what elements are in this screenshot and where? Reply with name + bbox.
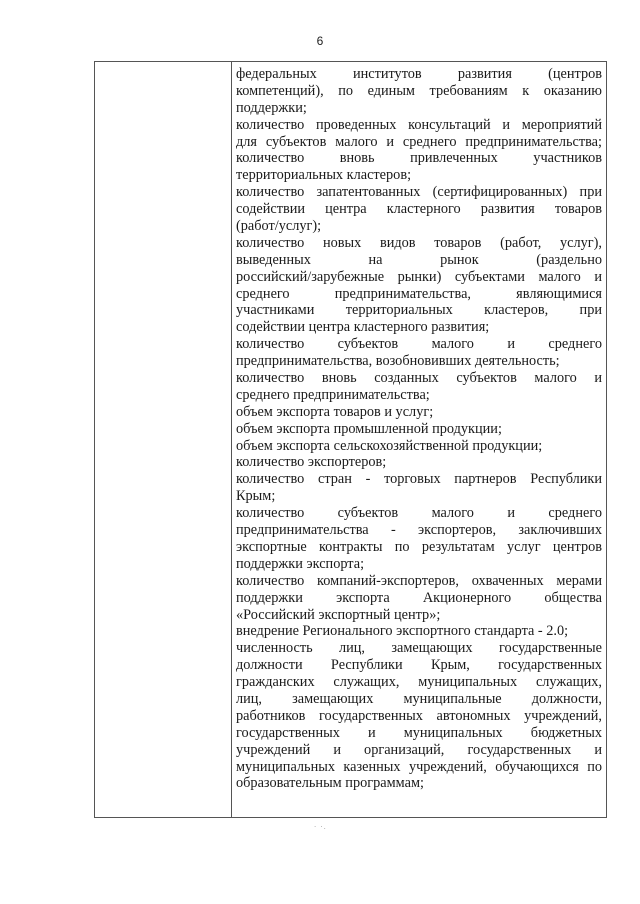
page-number: 6 <box>316 34 324 48</box>
text-line: количество вновь созданных субъектов малого и <box>236 370 602 387</box>
text-line: должности Республики Крым, государственных <box>236 657 602 674</box>
text-line: предпринимательства - экспортеров, заключивших <box>236 522 602 539</box>
text-line: количество субъектов малого и среднего <box>236 336 602 353</box>
text-line: гражданских служащих, муниципальных служащих, <box>236 674 602 691</box>
text-line: образовательным программам; <box>236 775 424 792</box>
text-line: количество экспортеров; <box>236 454 387 471</box>
text-line: поддержки экспорта; <box>236 555 365 572</box>
text-line: объем экспорта товаров и услуг; <box>236 403 434 420</box>
text-line: среднего предпринимательства; <box>236 386 430 403</box>
column-divider <box>231 62 232 817</box>
text-line: количество субъектов малого и среднего <box>236 505 602 522</box>
table-right-cell <box>236 66 602 792</box>
text-line: количество запатентованных (сертифицированных) при <box>236 184 602 201</box>
text-line: количество компаний-экспортеров, охваченных мерами <box>236 572 602 589</box>
text-line: компетенций), по единым требованиям к оказанию <box>236 82 602 99</box>
text-line: «Российский экспортный центр»; <box>236 606 441 623</box>
text-line: предпринимательства, возобновивших деятельность; <box>236 353 560 370</box>
text-line: российский/зарубежные рынки) субъектами малого и <box>236 268 602 285</box>
text-line: поддержки экспорта Акционерного общества <box>236 589 602 606</box>
text-line: содействии центра кластерного развития товаров <box>236 201 602 218</box>
text-line: количество проведенных консультаций и мероприятий <box>236 116 602 133</box>
text-line: содействии центра кластерного развития; <box>236 319 490 336</box>
text-line: поддержки; <box>236 99 307 116</box>
text-line: для субъектов малого и среднего предпринимательства; <box>236 133 602 150</box>
text-line: (работ/услуг); <box>236 218 322 235</box>
text-line: внедрение Регионального экспортного стандарта - 2.0; <box>236 623 569 640</box>
text-line: участниками территориальных кластеров, при <box>236 302 602 319</box>
text-line: территориальных кластеров; <box>236 167 412 184</box>
text-line: работников государственных автономных учреждений, <box>236 707 602 724</box>
text-line: муниципальных казенных учреждений, обучающихся по <box>236 758 602 775</box>
text-line: количество стран - торговых партнеров Республики <box>236 471 602 488</box>
scan-speck-mark: · ·. <box>314 823 327 831</box>
text-line: объем экспорта промышленной продукции; <box>236 420 502 437</box>
text-line: количество новых видов товаров (работ, услуг), <box>236 234 602 251</box>
text-line: среднего предпринимательства, являющимися <box>236 285 602 302</box>
text-line: государственных и муниципальных бюджетных <box>236 724 602 741</box>
text-line: численность лиц, замещающих государственные <box>236 640 602 657</box>
document-table <box>94 61 607 818</box>
text-line: объем экспорта сельскохозяйственной продукции; <box>236 437 543 454</box>
text-line: федеральных институтов развития (центров <box>236 66 602 82</box>
text-line: количество вновь привлеченных участников <box>236 150 602 167</box>
text-line: Крым; <box>236 488 276 505</box>
text-line: лиц, замещающих муниципальные должности, <box>236 690 602 707</box>
text-line: учреждений и организаций, государственных и <box>236 741 602 758</box>
text-line: выведенных на рынок (раздельно <box>236 251 602 268</box>
text-line: экспортные контракты по результатам услуг центров <box>236 538 602 555</box>
